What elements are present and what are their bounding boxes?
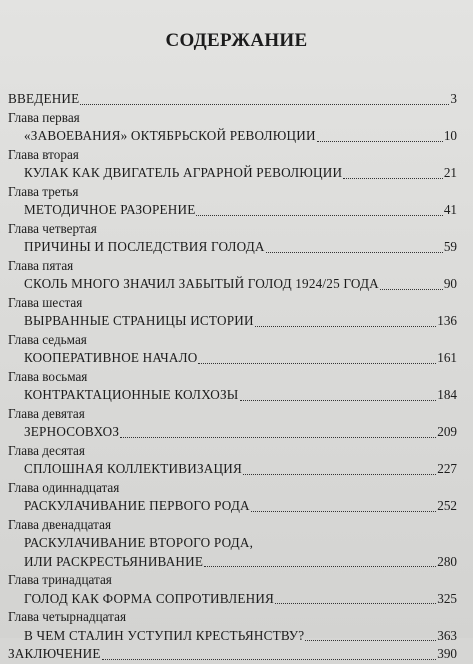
toc-entry-chapter-10	[8, 460, 457, 479]
toc-entry-chapter-2	[8, 164, 457, 183]
chapter-label: Глава двенадцатая	[8, 516, 112, 532]
toc-entry-chapter-13	[8, 590, 457, 609]
entry-title: КУЛАК КАК ДВИГАТЕЛЬ АГРАРНОЙ РЕВОЛЮЦИИ	[24, 165, 343, 180]
dot-leader	[343, 178, 443, 179]
entry-title: РАСКУЛАЧИВАНИЕ ВТОРОГО РОДА,	[24, 535, 254, 550]
toc-entry-chapter-5	[8, 275, 457, 294]
toc-entry-conclusion	[8, 645, 457, 664]
dot-leader	[196, 215, 442, 216]
dot-leader	[251, 511, 436, 512]
entry-title: ВВЕДЕНИЕ	[8, 91, 80, 106]
dot-leader	[275, 603, 436, 604]
page-number: 3	[450, 91, 457, 106]
chapter-label: Глава одиннадцатая	[8, 479, 120, 495]
chapter-label: Глава четвертая	[8, 220, 97, 236]
chapter-label: Глава пятая	[8, 257, 74, 273]
chapter-label: Глава шестая	[8, 294, 83, 310]
chapter-label: Глава седьмая	[8, 331, 87, 347]
page-number: 390	[437, 646, 457, 661]
page-number: 184	[437, 387, 457, 402]
page-number: 59	[443, 239, 457, 254]
chapter-label: Глава девятая	[8, 405, 85, 421]
dot-leader	[102, 659, 437, 660]
dot-leader	[255, 326, 437, 327]
toc-entry-intro	[8, 90, 457, 109]
dot-leader	[380, 289, 443, 290]
toc-entry-chapter-12-line-2	[8, 553, 457, 572]
entry-title: КООПЕРАТИВНОЕ НАЧАЛО	[24, 350, 198, 365]
toc-entry-chapter-7	[8, 349, 457, 368]
chapter-label: Глава тринадцатая	[8, 572, 112, 587]
page-title: СОДЕРЖАНИЕ	[165, 30, 308, 51]
dot-leader	[80, 104, 449, 105]
dot-leader	[198, 363, 436, 364]
entry-title: ВЫРВАННЫЕ СТРАНИЦЫ ИСТОРИИ	[24, 313, 254, 328]
entry-title: В ЧЕМ СТАЛИН УСТУПИЛ КРЕСТЬЯНСТВУ?	[24, 627, 305, 643]
toc-entry-chapter-3	[8, 201, 457, 220]
toc-entry-chapter-12-line-1	[8, 534, 457, 553]
toc-entry-chapter-6	[8, 312, 457, 331]
dot-leader	[266, 252, 443, 253]
entry-title: ЗЕРНОСОВХОЗ	[24, 424, 120, 439]
page-number: 136	[437, 313, 457, 328]
chapter-label: Глава четырнадцатая	[8, 609, 127, 624]
dot-leader	[240, 400, 437, 401]
entry-title: «ЗАВОЕВАНИЯ» ОКТЯБРЬСКОЙ РЕВОЛЮЦИИ	[24, 128, 316, 143]
entry-title: ПРИЧИНЫ И ПОСЛЕДСТВИЯ ГОЛОДА	[24, 239, 265, 254]
page-number: 209	[437, 424, 457, 439]
page-number: 90	[443, 276, 457, 291]
chapter-label: Глава восьмая	[8, 368, 88, 384]
toc-entry-chapter-14	[8, 627, 457, 646]
entry-title: МЕТОДИЧНОЕ РАЗОРЕНИЕ	[24, 202, 196, 217]
page-number: 325	[437, 590, 457, 606]
dot-leader	[305, 640, 436, 641]
dot-leader	[317, 141, 443, 142]
toc-entry-chapter-11	[8, 497, 457, 516]
dot-leader	[120, 437, 436, 438]
entry-title: КОНТРАКТАЦИОННЫЕ КОЛХОЗЫ	[24, 387, 239, 402]
entry-title: ГОЛОД КАК ФОРМА СОПРОТИВЛЕНИЯ	[24, 590, 275, 606]
page-number: 161	[437, 350, 457, 365]
page-number: 363	[437, 627, 457, 643]
toc-entry-chapter-4	[8, 238, 457, 257]
table-of-contents	[8, 90, 457, 664]
entry-title: ЗАКЛЮЧЕНИЕ	[8, 646, 101, 661]
dot-leader	[243, 474, 436, 475]
page-number: 227	[437, 461, 457, 476]
entry-title: ИЛИ РАСКРЕСТЬЯНИВАНИЕ	[24, 553, 204, 569]
page-number: 10	[443, 128, 457, 143]
page-number: 21	[443, 165, 457, 180]
chapter-label: Глава первая	[8, 109, 80, 125]
page-number: 41	[443, 202, 457, 217]
toc-entry-chapter-1	[8, 127, 457, 146]
entry-title: СПЛОШНАЯ КОЛЛЕКТИВИЗАЦИЯ	[24, 461, 242, 476]
toc-entry-chapter-8	[8, 386, 457, 405]
chapter-label: Глава десятая	[8, 442, 85, 458]
dot-leader	[204, 566, 436, 567]
page-number: 280	[437, 553, 457, 569]
chapter-label: Глава вторая	[8, 146, 79, 162]
entry-title: РАСКУЛАЧИВАНИЕ ПЕРВОГО РОДА	[24, 498, 250, 513]
page-number: 252	[437, 498, 457, 513]
chapter-label: Глава третья	[8, 183, 79, 199]
toc-entry-chapter-9	[8, 423, 457, 442]
entry-title: СКОЛЬ МНОГО ЗНАЧИЛ ЗАБЫТЫЙ ГОЛОД 1924/25 ГОДА	[24, 276, 379, 291]
